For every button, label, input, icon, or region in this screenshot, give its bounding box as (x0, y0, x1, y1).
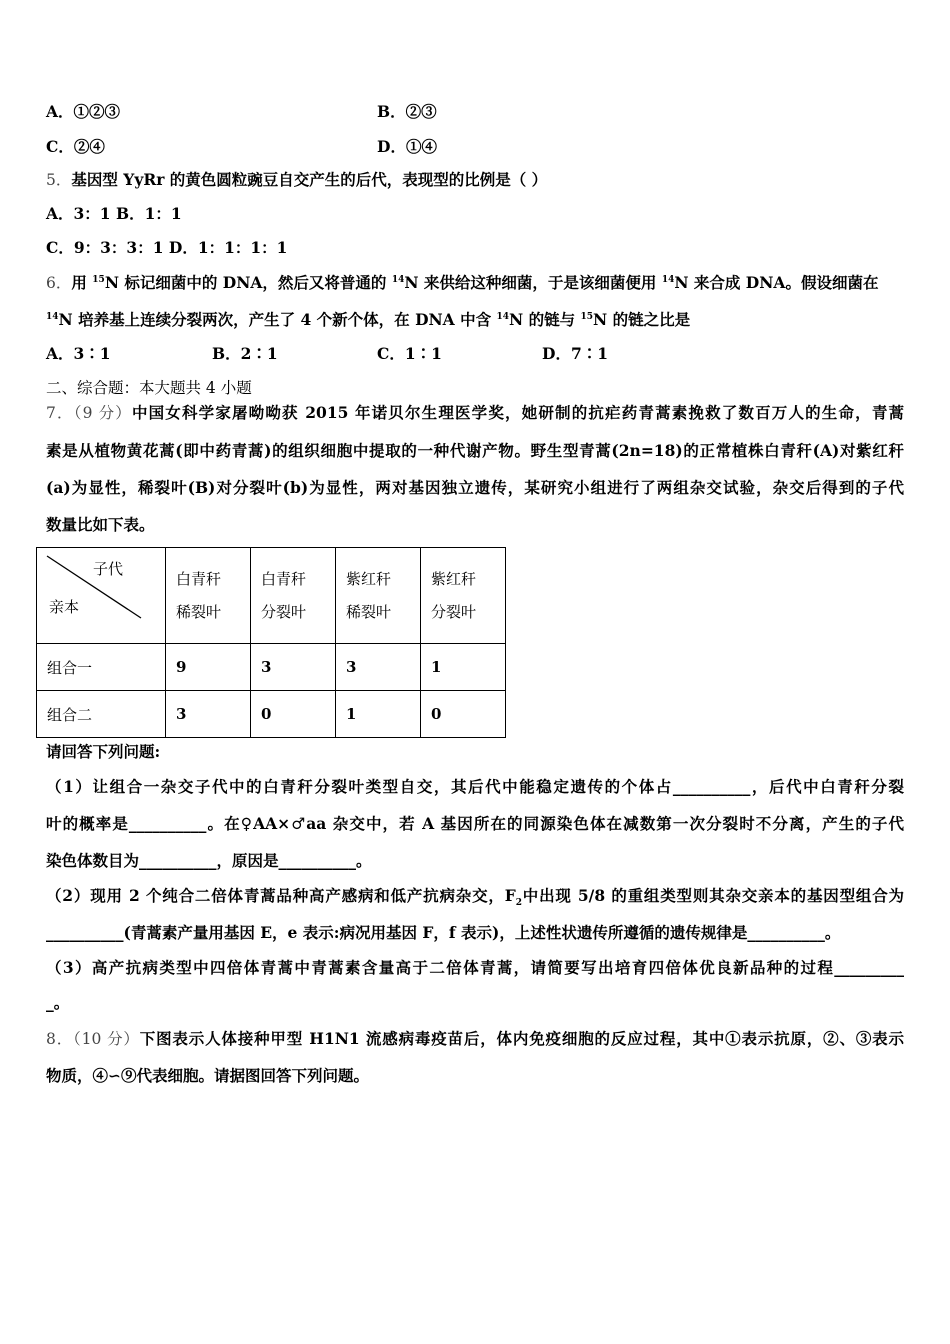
header-line: 紫红秆 (431, 569, 477, 588)
question-number: 5． (46, 171, 72, 189)
q6-stem-line1 (46, 273, 878, 293)
q7-stem-line3: (a)为显性，稀裂叶(B)对分裂叶(b)为显性，两对基因独立遗传，某研究小组进行了两组杂交试验，杂交后得到的子代 (46, 478, 904, 497)
table-cell: 1 (421, 644, 506, 691)
q5-stem (46, 170, 547, 190)
q4-option-a[interactable]: A．①②③ (46, 102, 121, 121)
text: N 的链与 (509, 310, 581, 329)
table-row (37, 644, 506, 691)
superscript: 14 (661, 274, 675, 285)
q7-stem-line4: 数量比如下表。 (46, 515, 155, 534)
header-line: 稀裂叶 (346, 602, 392, 621)
subscript: 2 (515, 898, 522, 909)
header-line: 紫红秆 (346, 569, 392, 588)
row-label: 组合二 (37, 691, 166, 738)
question-number: 7． (46, 404, 74, 422)
score: （9 分） (73, 404, 132, 422)
superscript: 15 (92, 274, 105, 285)
superscript: 14 (391, 274, 405, 285)
column-header (251, 548, 336, 644)
q6-option-b[interactable]: B．2∶1 (212, 344, 278, 363)
q7-prompt: 请回答下列问题: (46, 742, 161, 761)
q7-sub1-line1: （1）让组合一杂交子代中的白青秆分裂叶类型自交，其后代中能稳定遗传的个体占__________，后代中白青秆分裂 (46, 777, 904, 796)
q7-stem-line1 (46, 403, 904, 423)
table-cell: 0 (251, 691, 336, 738)
header-line: 稀裂叶 (176, 602, 222, 621)
score: （10 分） (73, 1030, 140, 1048)
q5-options-row2[interactable]: C．9：3：3：1 D．1：1：1：1 (46, 238, 288, 257)
table-cell: 0 (421, 691, 506, 738)
table-cell: 1 (336, 691, 421, 738)
header-line: 白青秆 (176, 569, 222, 588)
header-line: 白青秆 (261, 569, 307, 588)
superscript: 14 (46, 311, 59, 322)
text: N 培养基上连续分裂两次，产生了 4 个新个体，在 DNA 中含 (58, 310, 497, 329)
q7-sub2-line1 (46, 886, 904, 909)
q5-options-row1[interactable]: A．3：1 B．1：1 (46, 204, 182, 223)
q6-option-c[interactable]: C．1∶1 (377, 344, 442, 363)
column-header (336, 548, 421, 644)
cross-results-table (36, 547, 506, 738)
table-cell: 3 (336, 644, 421, 691)
row-label: 组合一 (37, 644, 166, 691)
table-cell: 9 (166, 644, 251, 691)
q4-option-d[interactable]: D．①④ (377, 137, 437, 156)
text: 中出现 5/8 的重组类型则其杂交亲本的基因型组合为 (521, 886, 904, 905)
q7-stem-line2: 素是从植物黄花蒿(即中药青蒿)的组织细胞中提取的一种代谢产物。野生型青蒿(2n=18)的正常植株白青秆(A)对紫红秆 (46, 441, 904, 460)
text: N 的链之比是 (593, 310, 691, 329)
q4-option-b[interactable]: B．②③ (377, 102, 437, 121)
table-cell: 3 (166, 691, 251, 738)
text: N 来合成 DNA。假设细菌在 (674, 273, 879, 292)
q6-option-a[interactable]: A．3∶1 (46, 344, 111, 363)
question-text: 基因型 YyRr 的黄色圆粒豌豆自交产生的后代，表现型的比例是（ ） (71, 170, 548, 189)
text: N 来供给这种细菌，于是该细菌便用 (404, 273, 662, 292)
column-header (421, 548, 506, 644)
text: N 标记细菌中的 DNA，然后又将普通的 (104, 273, 392, 292)
corner-label-parents: 亲本 (49, 598, 80, 616)
q7-sub2-line2: __________(青蒿素产量用基因 E，e 表示:病况用基因 F，f 表示)，上述性状遗传所遵循的遗传规律是__________。 (46, 923, 841, 942)
corner-label-offspring: 子代 (93, 560, 124, 578)
q8-stem-line2: 物质，④∽⑨代表细胞。请据图回答下列问题。 (46, 1066, 369, 1085)
q6-stem-line2 (46, 310, 690, 330)
header-line: 分裂叶 (261, 602, 307, 621)
table-row (37, 691, 506, 738)
text: 中国女科学家屠呦呦获 2015 年诺贝尔生理医学奖，她研制的抗疟药青蒿素挽救了数百万人的生命，青蒿 (131, 403, 904, 422)
header-line: 分裂叶 (431, 602, 477, 621)
text: （2）现用 2 个纯合二倍体青蒿品种高产感病和低产抗病杂交，F (46, 886, 516, 905)
q7-sub3-line1: （3）高产抗病类型中四倍体青蒿中青蒿素含量高于二倍体青蒿，请简要写出培育四倍体优良新品种的过程_________ (46, 958, 904, 977)
table-corner-cell (37, 548, 166, 644)
table-cell: 3 (251, 644, 336, 691)
q7-sub1-line3: 染色体数目为__________，原因是__________。 (46, 851, 372, 870)
q7-sub3-line2: _。 (46, 993, 70, 1012)
question-number: 6． (46, 274, 72, 292)
superscript: 14 (496, 311, 510, 322)
q8-stem-line1 (46, 1029, 904, 1049)
q7-sub1-line2: 叶的概率是__________。在♀AA×♂aa 杂交中，若 A 基因所在的同源染色体在减数第一次分裂时不分离，产生的子代 (46, 814, 904, 833)
section-heading: 二、综合题：本大题共 4 小题 (46, 379, 252, 397)
text: 用 (71, 273, 93, 292)
text: 下图表示人体接种甲型 H1N1 流感病毒疫苗后，体内免疫细胞的反应过程，其中①表示抗原，②、③表示 (139, 1029, 904, 1048)
superscript: 15 (580, 311, 594, 322)
q6-option-d[interactable]: D．7∶1 (542, 344, 609, 363)
q4-option-c[interactable]: C．②④ (46, 137, 105, 156)
question-number: 8． (46, 1030, 74, 1048)
